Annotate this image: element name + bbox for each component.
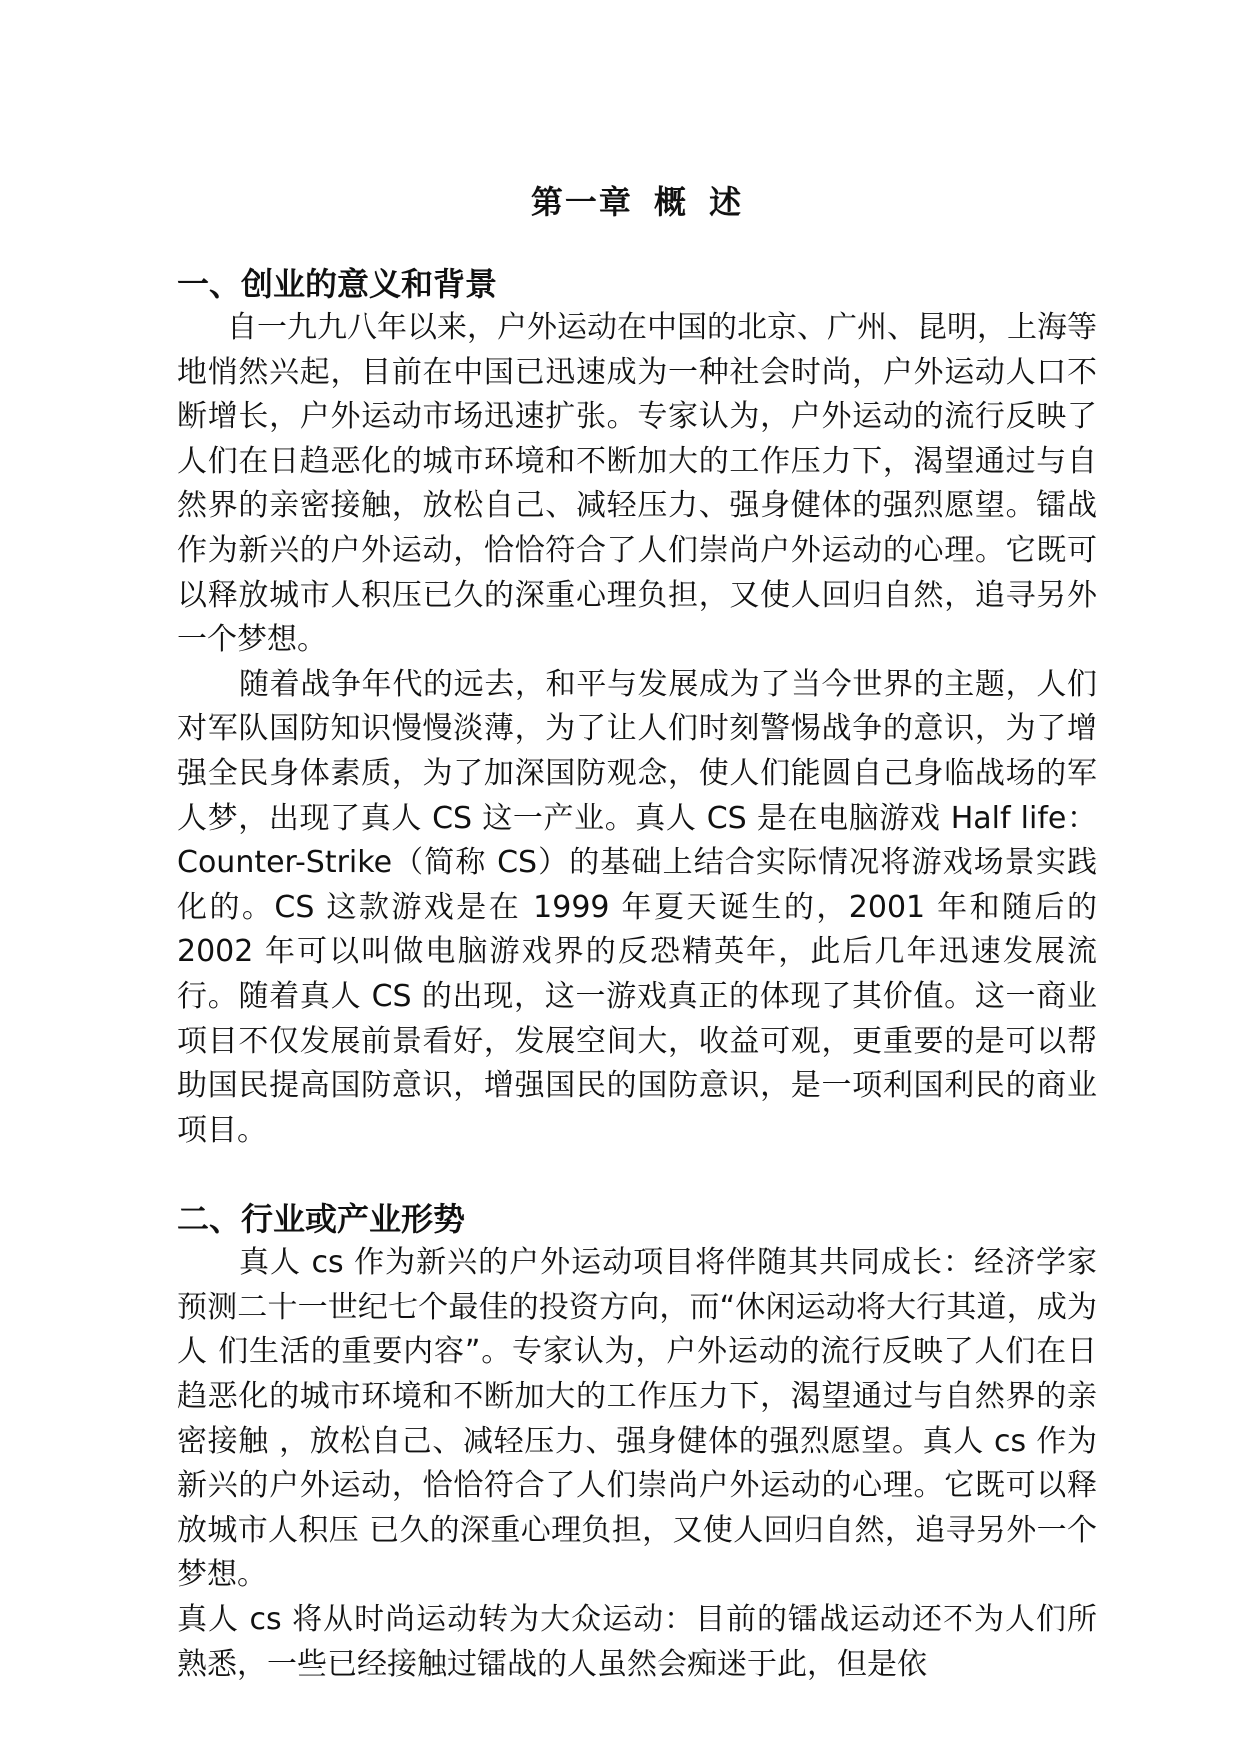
section-heading-2: 二、行业或产业形势: [177, 1200, 466, 1239]
section-gap: [177, 1153, 1097, 1197]
paragraph-1-1: 自一九九八年以来，户外运动在中国的北京、广州、昆明，上海等地悄然兴起，目前在中国已迅速成为一种社会时尚，户外运动人口不断增长，户外运动市场迅速扩张。专家认为，户外运动的流行反映了人们在日趋恶化的城市环境和不断加大的工作压力下，渴望通过与自然界的亲密接触，放松自己、减轻压力、强身健体的强烈愿望。镭战作为新兴的户外运动，恰恰符合了人们崇尚户外运动的心理。它既可以释放城市人积压已久的深重心理负担，又使人回归自然，追寻另外一个梦想。: [177, 310, 1097, 658]
paragraph-1-2: 随着战争年代的远去，和平与发展成为了当今世界的主题，人们对军队国防知识慢慢淡薄，为了让人们时刻警惕战争的意识，为了增强全民身体素质，为了加深国防观念，使人们能圆自己身临战场的军人梦，出现了真人 CS 这一产业。真人 CS 是在电脑游戏 Half life：Counter-Strike（简称 CS）的基础上结合实际情况将游戏场景实践化的。CS 这款游戏是在 1999 年夏天诞生的，2001 年和随后的 2002 年可以叫做电脑游戏界的反恐精英年，此后几年迅速发展流行。随着真人 CS 的出现，这一游戏真正的体现了其价值。这一商业项目不仅发展前景看好，发展空间大，收益可观，更重要的是可以帮助国民提高国防意识，增强国民的国防意识，是一项利国利民的商业项目。: [177, 666, 1097, 1148]
paragraph-2-2: 真人 cs 将从时尚运动转为大众运动：目前的镭战运动还不为人们所熟悉，一些已经接触过镭战的人虽然会痴迷于此，但是依: [177, 1602, 1097, 1682]
paragraph-2-1: 真人 cs 作为新兴的户外运动项目将伴随其共同成长：经济学家预测二十一世纪七个最佳的投资方向，而“休闲运动将大行其道，成为人 们生活的重要内容”。专家认为，户外运动的流行反映了人们在日趋恶化的城市环境和不断加大的工作压力下，渴望通过与自然界的亲密接触 ，放松自己、减轻压力、强身健体的强烈愿望。真人 cs 作为新兴的户外运动，恰恰符合了人们崇尚户外运动的心理。它既可以释放城市人积压 已久的深重心理负担，又使人回归自然，追寻另外一个梦想。: [177, 1245, 1097, 1593]
section-heading-1: 一、创业的意义和背景: [177, 265, 498, 303]
chapter-title: 第一章 概 述: [530, 183, 744, 221]
document-page: [177, 172, 1097, 1687]
